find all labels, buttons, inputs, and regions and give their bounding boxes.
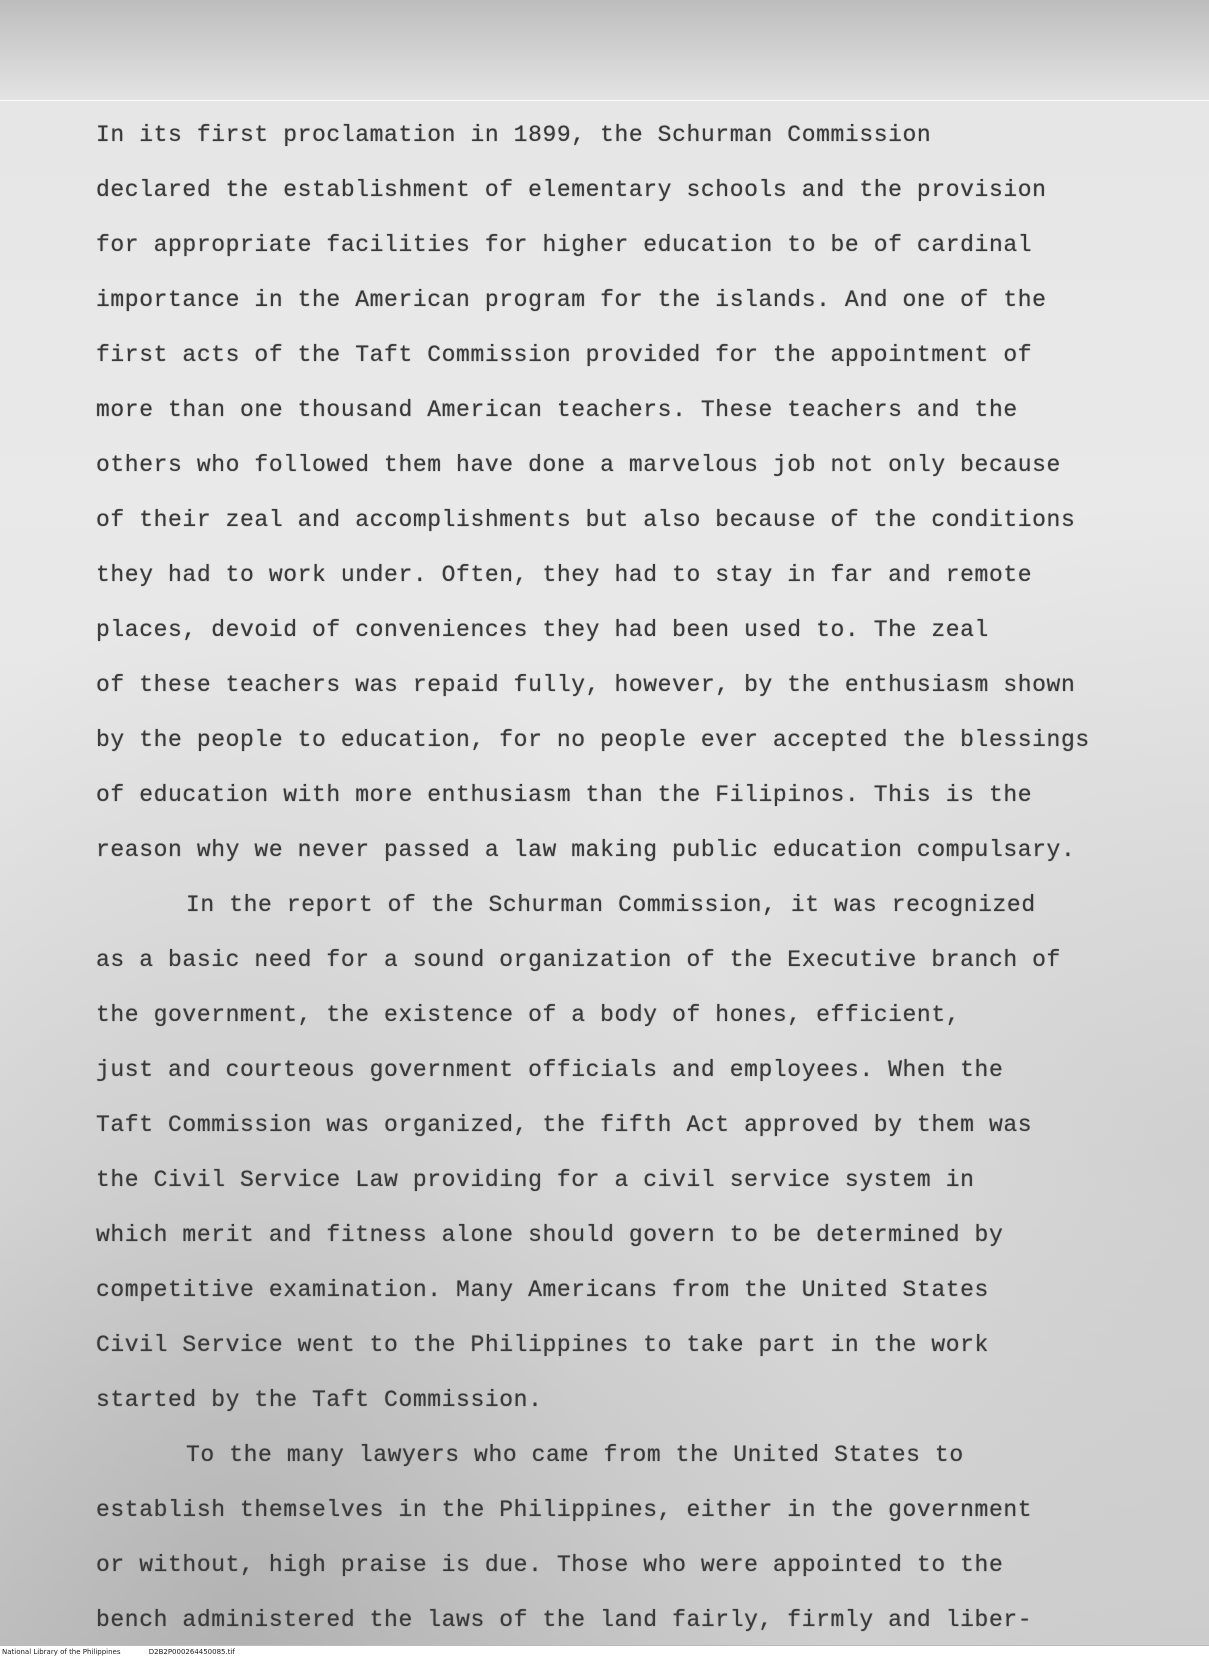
text-line: declared the establishment of elementary schools and the provision xyxy=(96,177,1047,203)
text-line: of these teachers was repaid fully, however, by the enthusiasm shown xyxy=(96,672,1076,698)
scan-filename: D2B2P000264450085.tif xyxy=(148,1648,235,1656)
library-credit: National Library of the Philippines xyxy=(2,1648,121,1656)
text-line: Taft Commission was organized, the fifth Act approved by them was xyxy=(96,1112,1033,1138)
text-line: competitive examination. Many Americans from the United States xyxy=(96,1277,989,1303)
text-line: others who followed them have done a marvelous job not only because xyxy=(96,452,1061,478)
scan-footer xyxy=(0,1645,1209,1659)
paragraph-start-line: To the many lawyers who came from the United States to xyxy=(186,1442,964,1468)
typewritten-text xyxy=(96,108,1096,1645)
text-line: bench administered the laws of the land fairly, firmly and liber- xyxy=(96,1607,1033,1633)
text-line: just and courteous government officials and employees. When the xyxy=(96,1057,1004,1083)
text-line: Civil Service went to the Philippines to take part in the work xyxy=(96,1332,989,1358)
text-line: for appropriate facilities for higher education to be of cardinal xyxy=(96,232,1033,258)
text-line: In its first proclamation in 1899, the Schurman Commission xyxy=(96,122,932,148)
text-line: establish themselves in the Philippines, either in the government xyxy=(96,1497,1033,1523)
text-line: which merit and fitness alone should govern to be determined by xyxy=(96,1222,1004,1248)
text-line: of education with more enthusiasm than the Filipinos. This is the xyxy=(96,782,1033,808)
text-line: they had to work under. Often, they had to stay in far and remote xyxy=(96,562,1033,588)
paragraph-start-line: In the report of the Schurman Commission, it was recognized xyxy=(186,892,1036,918)
text-line: the Civil Service Law providing for a civil service system in xyxy=(96,1167,975,1193)
page-edge xyxy=(0,100,1209,101)
text-line: places, devoid of conveniences they had been used to. The zeal xyxy=(96,617,989,643)
page-top-shadow xyxy=(0,0,1209,100)
text-line: importance in the American program for the islands. And one of the xyxy=(96,287,1047,313)
text-line: by the people to education, for no people ever accepted the blessings xyxy=(96,727,1090,753)
text-line: of their zeal and accomplishments but also because of the conditions xyxy=(96,507,1076,533)
text-line: as a basic need for a sound organization of the Executive branch of xyxy=(96,947,1061,973)
text-line: first acts of the Taft Commission provided for the appointment of xyxy=(96,342,1033,368)
text-line: more than one thousand American teachers. These teachers and the xyxy=(96,397,1018,423)
text-line: the government, the existence of a body of hones, efficient, xyxy=(96,1002,961,1028)
text-line: reason why we never passed a law making public education compulsary. xyxy=(96,837,1076,863)
text-line: or without, high praise is due. Those who were appointed to the xyxy=(96,1552,1004,1578)
text-line: started by the Taft Commission. xyxy=(96,1387,543,1413)
